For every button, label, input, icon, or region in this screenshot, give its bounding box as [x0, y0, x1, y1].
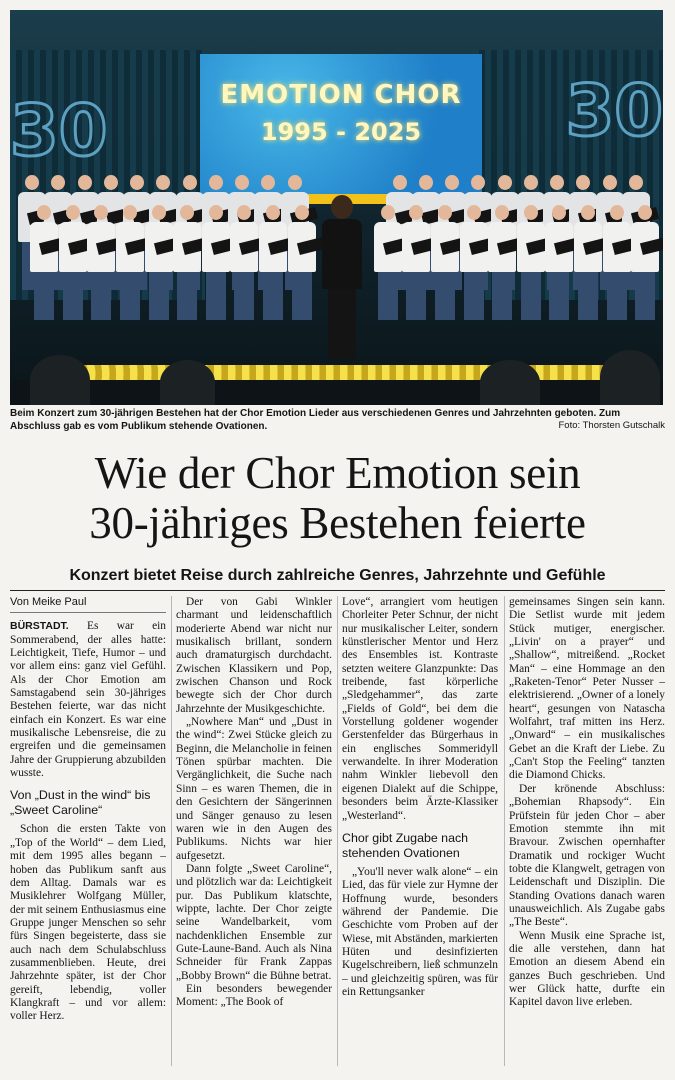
banner-title: EMOTION CHOR — [220, 80, 462, 110]
conductor — [322, 195, 362, 359]
choir-singer — [59, 205, 87, 320]
article-column-2 — [176, 596, 332, 1010]
choir-singer — [460, 205, 488, 320]
article-column-1 — [10, 596, 166, 1024]
photo-caption: Beim Konzert zum 30-jährigen Bestehen hat der Chor Emotion Lieder aus verschiedenen Genres und Jahrzehnten geboten. Zum Abschluss gab es vom Publikum stehende Ovationen. — [10, 408, 621, 432]
number-balloon-right: 30 — [565, 70, 663, 152]
choir-singer — [431, 205, 459, 320]
audience-head — [30, 355, 90, 405]
paragraph: Ein besonders bewegender Moment: „The Book of — [176, 982, 332, 1009]
paragraph: Dann folgte „Sweet Caroline“, und plötzlich war da: Leichtigkeit pur. Das Publikum klatschte, wippte, lachte. Der Chor zeigte seine Wandelbarkeit, vom nachdenklichen Ensemble zur Gute-Laune-Band. Auch als Nina Schneider für Frank Zappas „Bobby Brown“ die Bühne betrat. — [176, 862, 332, 982]
choir-singer — [545, 205, 573, 320]
number-balloon-left: 30 — [10, 90, 108, 172]
choir-singer — [288, 205, 316, 320]
choir-singer — [30, 205, 58, 320]
choir-singer — [145, 205, 173, 320]
paragraph: Wenn Musik eine Sprache ist, die alle verstehen, dann hat Emotion an diesem Abend ein ganzes Buch geschrieben. Und wer Glück hatte, durfte ein Kapitel davon live erleben. — [509, 929, 665, 1009]
column-divider — [504, 596, 505, 1066]
headline-line-1: Wie der Chor Emotion sein — [94, 448, 581, 498]
paragraph: gemeinsames Singen sein kann. Die Setlist wurde mit jedem Stück mutiger, energischer. „Livin' on a prayer“ und „Shallow“, mitreißend. „Rocket Man“ – eine Hommage an den „Raketen-Tenor“ Peter Nusser – elektrisierend. „Owner of a lonely heart“, gesungen von Natascha Wolfahrt, traf mitten ins Herz. „Onward“ – ein musikalisches Gebet an die Kraft der Liebe. Zu „Can't Stop the Feeling“ tanzten die Diamond Chicks. — [509, 596, 665, 782]
paragraph: „Nowhere Man“ und „Dust in the wind“: Zwei Stücke gleich zu Beginn, die Melancholie in feinen Tönen spürbar machten. Die Vergänglichkeit, die Suche nach Sinn – es waren Themen, die in den Gesichtern der Sängerinnen und Sänger genauso zu lesen waren wie in den Augen des Publikums. Nichts war hier aufgesetzt. — [176, 716, 332, 862]
column-divider — [337, 596, 338, 1066]
choir-singer — [202, 205, 230, 320]
article-column-3 — [342, 596, 498, 999]
byline: Von Meike Paul — [10, 596, 166, 613]
choir-singer — [631, 205, 659, 320]
paragraph: Der von Gabi Winkler charmant und leidenschaftlich moderierte Abend war nicht nur musikalisch brillant, sondern auch dramaturgisch durchdacht. Zwischen Klassikern und Pop, zwischen Chanson und Rock bewegte sich der Chor durch Jahrzehnte der Musikgeschichte. — [176, 596, 332, 715]
headline — [10, 448, 665, 548]
paragraph: „You'll never walk alone“ – ein Lied, das für viele zur Hymne der Hoffnung wurde, besonders während der Pandemie. Die Geschichte vom Proben auf der Wiese, mit Abständen, markierten Hüten und desinfizierten Kugelschreibern, ließ schmunzeln – und gleichzeitig spüren, was für ein Rettungsanker — [342, 865, 498, 998]
article-column-4 — [509, 596, 665, 1010]
column-divider — [171, 596, 172, 1066]
audience-head — [600, 350, 660, 405]
paragraph: BÜRSTADT. Es war ein Sommerabend, der alles hatte: Leichtigkeit, Tiefe, Humor – und vor allem eins: ganz viel Gefühl. Als der Chor Emotion am Samstagabend sein 30-jähriges Bestehen feierte, war das nicht einfach ein Konzert. Es war eine musikalische Lebensreise, die zu ergreifen und die gemeinsamen Jahre der Gruppierung abzubilden wusste. — [10, 620, 166, 780]
choir-singer — [574, 205, 602, 320]
subtitle: Konzert bietet Reise durch zahlreiche Genres, Jahrzehnte und Gefühle — [69, 567, 606, 584]
choir-singer — [173, 205, 201, 320]
divider — [10, 590, 665, 591]
subheading: Von „Dust in the wind“ bis „Sweet Caroline“ — [10, 788, 151, 818]
choir-singer — [488, 205, 516, 320]
photo-credit: Foto: Thorsten Gutschalk — [558, 420, 665, 431]
headline-line-2: 30-jähriges Bestehen feierte — [89, 498, 586, 548]
choir-singer — [116, 205, 144, 320]
choir-singer — [87, 205, 115, 320]
paragraph: Der krönende Abschluss: „Bohemian Rhapsody“. Ein Prüfstein für jeden Chor – aber Emotion stemmte ihn mit Bravour. Zwischen opernhafter Dramatik und rockiger Wucht tobte die Klangwelt, getragen von Leidenschaft und Disziplin. Die Standing Ovations danach waren unausweichlich. Als Zugabe gabs „The Beste“. — [509, 782, 665, 929]
choir-singer — [259, 205, 287, 320]
choir-singer — [517, 205, 545, 320]
concert-photo — [10, 10, 663, 405]
choir-singer — [603, 205, 631, 320]
choir-singer — [374, 205, 402, 320]
banner-years: 1995 - 2025 — [260, 118, 422, 146]
subheading: Chor gibt Zugabe nach stehenden Ovationen — [342, 830, 469, 860]
choir-singer — [230, 205, 258, 320]
audience-head — [160, 360, 215, 405]
paragraph: Schon die ersten Takte von „Top of the World“ – dem Lied, mit dem 1995 alles begann – hoben das Publikum sanft aus dem Alltag. Damals war es Musiklehrer Wolfgang Müller, der mit seinem Enthusiasmus eine Gruppe junger Menschen so sehr fürs Singen begeisterte, dass sie auch nach dem Schulabschluss zusammenblieben. Heute, drei Jahrzehnte später, ist der Chor gereift, lebendig, voller Klangkraft – und vor allem: voller Herz. — [10, 823, 166, 1023]
choir-singer — [402, 205, 430, 320]
audience-head — [480, 360, 540, 405]
paragraph: Love“, arrangiert vom heutigen Chorleiter Peter Schnur, der nicht nur musikalischer Leiter, sondern künstlerischer Mentor und Herz des Ensembles ist. Kontraste setzten weitere Glanzpunkte: Das treibende, fast körperliche „Sledgehammer“, das zarte „Fields of Gold“, bei dem die Vorstellung goldener wogender Gerstenfelder das Bürgerhaus in ein englisches Sommeridyll verwandelte. In ihrer Moderation nahm Winkler liebevoll den eigenen Dialekt auf die Schippe, besonders beim Ärzte-Klassiker „Westerland“. — [342, 596, 498, 822]
stage-floor — [10, 380, 663, 405]
dateline: BÜRSTADT. — [10, 620, 69, 633]
